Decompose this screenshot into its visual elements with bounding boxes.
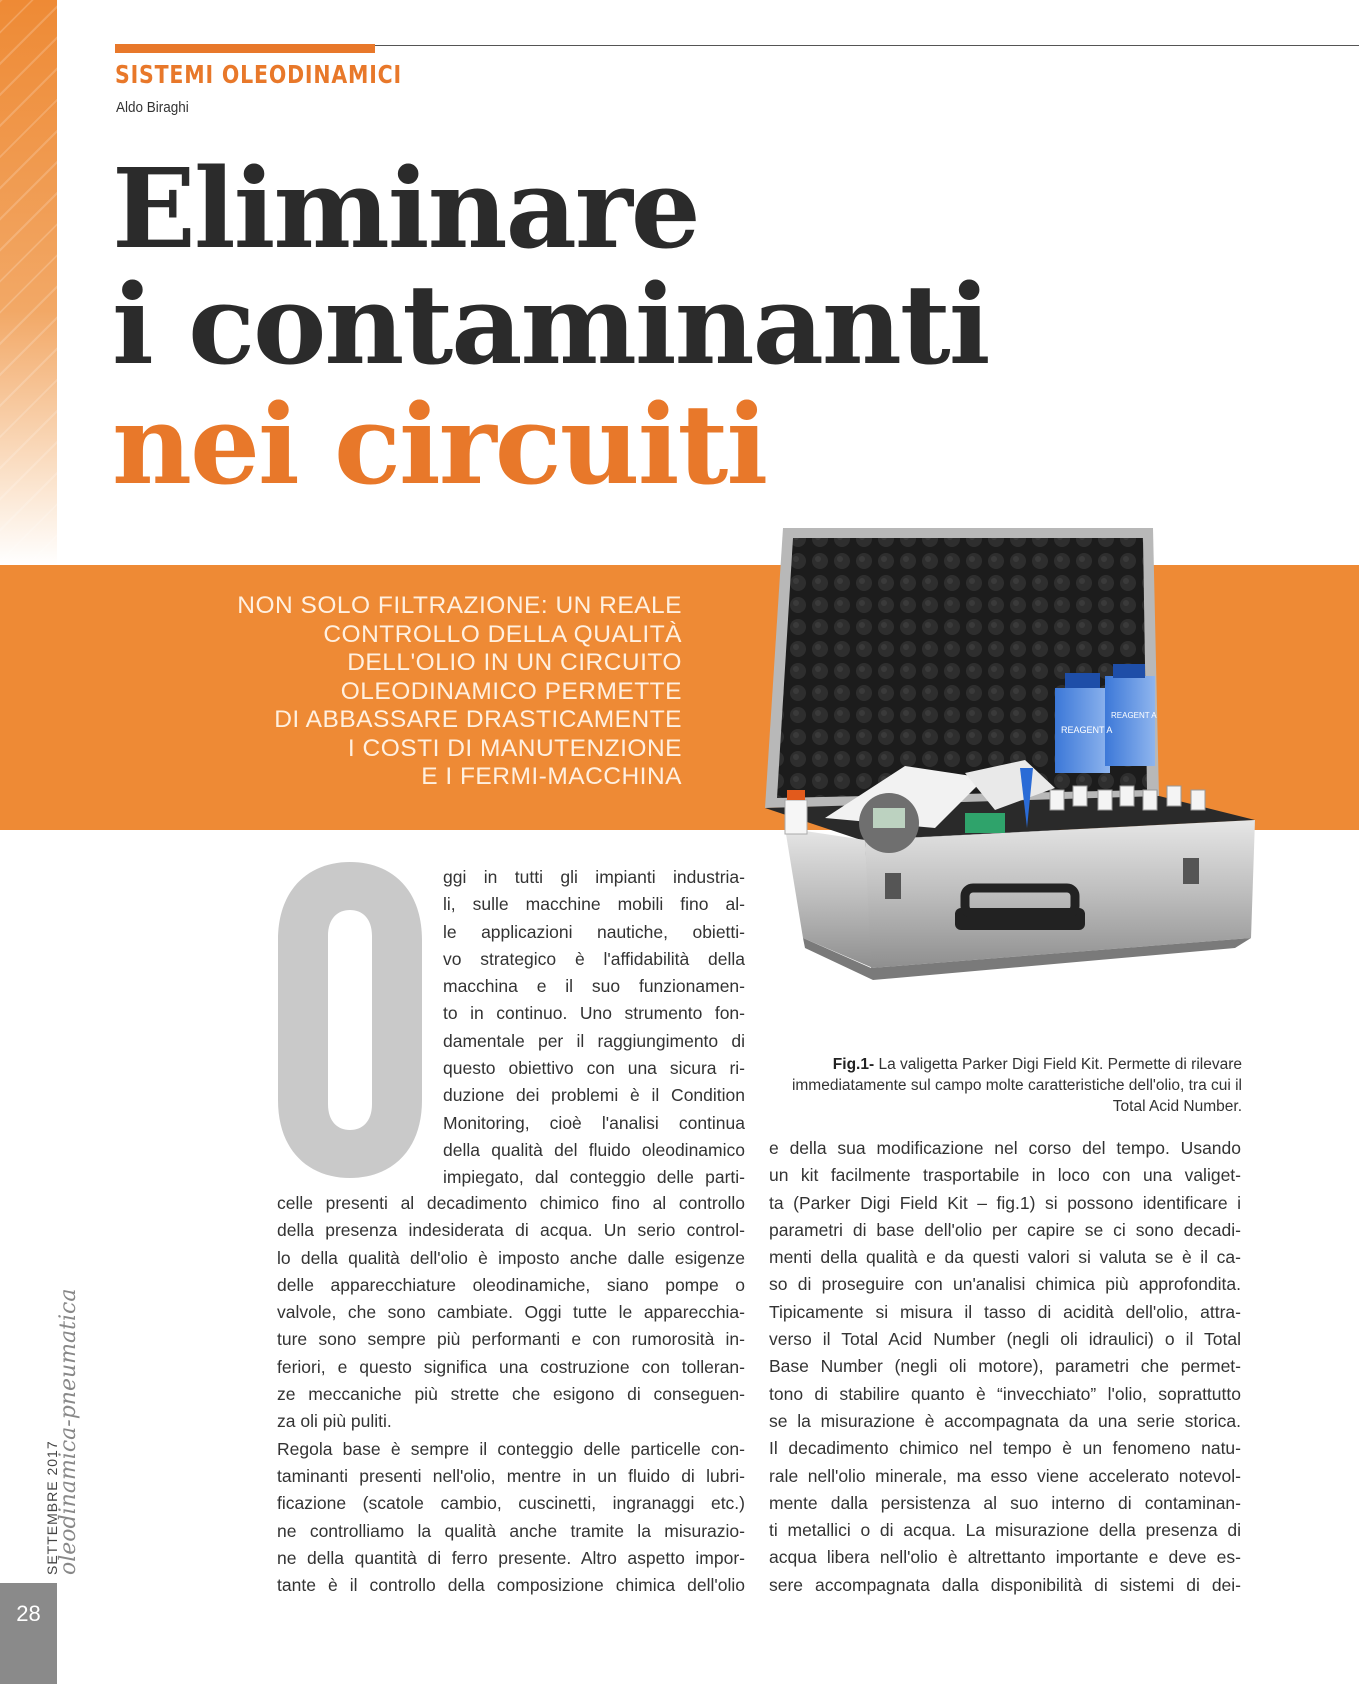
body-line: mente dalla persistenza al suo interno di contaminan-: [769, 1492, 1241, 1513]
body-line: tono di stabilire quanto è “invecchiato” l'olio, soprattutto: [769, 1383, 1241, 1404]
body-line: tante è il controllo della composizione chimica dell'olio: [277, 1575, 745, 1596]
subhead-line: NON SOLO FILTRAZIONE: UN REALE: [237, 592, 682, 619]
drop-cap-letter: O: [350, 1030, 351, 1031]
subhead-line: OLEODINAMICO PERMETTE: [340, 677, 682, 705]
body-line: Regola base è sempre il conteggio delle particelle con-: [277, 1438, 745, 1459]
body-line: parametri di base dell'olio per capire se ci sono decadi-: [769, 1219, 1241, 1240]
title-line-2: i contaminanti: [112, 260, 989, 389]
body-line: le applicazioni nautiche, obietti-: [443, 921, 745, 942]
page-number: 28: [16, 1601, 41, 1626]
body-line: li, sulle macchine mobili fino al-: [443, 894, 745, 915]
body-line: della qualità del fluido oleodinamico: [443, 1139, 745, 1160]
body-line: della presenza indesiderata di acqua. Un serio control-: [277, 1220, 745, 1241]
section-accent-bar: [115, 44, 375, 53]
body-line: delle apparecchiature oleodinamiche, siano pompe o: [277, 1274, 745, 1295]
body-line: taminanti presenti nell'olio, mentre in un fluido di lubri-: [277, 1465, 745, 1486]
section-label: SISTEMI OLEODINAMICI: [115, 60, 402, 89]
subhead-line: E I FERMI-MACCHINA: [421, 763, 682, 790]
body-line: acqua libera nell'olio è altrettanto importante e deve es-: [769, 1547, 1241, 1568]
kit-case-illustration: [765, 528, 1311, 1028]
strip-pattern: [0, 0, 57, 565]
body-line: celle presenti al decadimento chimico fino al controllo: [277, 1193, 745, 1213]
reagent-label-1: REAGENT A: [1061, 725, 1113, 735]
caption-label: Fig.1-: [832, 1056, 875, 1073]
body-line: Monitoring, cioè l'analisi continua: [443, 1112, 745, 1133]
caption-text: La valigetta Parker Digi Field Kit. Permette di rilevare immediatamente sul campo molte caratteristiche dell'olio, tra cui il Total Acid Number.: [791, 1056, 1242, 1115]
subhead-line: DELL'OLIO IN UN CIRCUITO: [347, 649, 682, 676]
magazine-name: oleodinamica-pneumatica: [56, 1288, 81, 1575]
body-line: vo strategico è l'affidabilità della: [443, 948, 745, 969]
subhead-line: I COSTI DI MANUTENZIONE: [347, 734, 682, 762]
body-line: feriori, e questo significa una costruzione con tolleran-: [277, 1356, 745, 1377]
body-line: verso il Total Acid Number (negli oli idraulici) o il Total: [769, 1329, 1241, 1350]
subhead-line: DI ABBASSARE DRASTICAMENTE: [274, 706, 682, 733]
body-line: Tipicamente si misura il tasso di acidità dell'olio, attra-: [769, 1301, 1241, 1322]
body-line: valvole, che sono cambiate. Oggi tutte le apparecchia-: [277, 1302, 745, 1323]
title-line-1: Eliminare: [112, 144, 699, 273]
title-line-3: nei circuiti: [112, 380, 767, 509]
issue-date: SETTEMBRE 2017: [44, 1440, 60, 1575]
body-column-2: [769, 1135, 1241, 1599]
drop-cap: [270, 860, 430, 1180]
subhead-line: CONTROLLO DELLA QUALITÀ: [323, 620, 682, 648]
body-line: ti metallici o di acqua. La misurazione della presenza di: [769, 1520, 1241, 1541]
body-line: lo della qualità dell'olio è imposto anche dalle esigenze: [277, 1247, 745, 1268]
body-line: menti della qualità e da questi valori si valuta se è il ca-: [769, 1247, 1241, 1268]
body-line: ficazione (scatole cambio, cuscinetti, ingranaggi etc.): [277, 1493, 745, 1514]
body-line: impiegato, dal conteggio delle parti-: [443, 1167, 745, 1188]
body-line: Base Number (negli oli motore), parametri che permet-: [769, 1356, 1241, 1377]
body-line: macchina e il suo funzionamen-: [443, 976, 745, 997]
drop-cap-glyph: [270, 860, 430, 1180]
body-line: rale nell'olio minerale, ma esso viene accelerato notevol-: [769, 1465, 1241, 1486]
body-line: ggi in tutti gli impianti industria-: [443, 867, 745, 887]
body-line: ze meccaniche più strette che esigono di conseguen-: [277, 1384, 745, 1405]
body-line: duzione dei problemi è il Condition: [443, 1085, 745, 1106]
body-line: to in continuo. Uno strumento fon-: [443, 1003, 745, 1024]
body-column-1-top: [443, 864, 745, 1192]
body-line: se la misurazione è accompagnata da una serie storica.: [769, 1410, 1241, 1431]
kit-photo: [765, 528, 1311, 1028]
body-line: questo obiettivo con una sicura ri-: [443, 1058, 745, 1079]
page-number-box: [0, 1583, 57, 1684]
reagent-label-2: REAGENT A: [1111, 711, 1157, 720]
body-column-1-bottom: [277, 1190, 745, 1599]
body-line: damentale per il raggiungimento di: [443, 1030, 745, 1051]
body-line: ta (Parker Digi Field Kit – fig.1) si possono identificare i: [769, 1192, 1241, 1213]
body-line: so di proseguire con un'analisi chimica più approfondita.: [769, 1274, 1241, 1295]
left-decorative-strip: [0, 0, 57, 565]
body-line: za oli più puliti.: [277, 1411, 392, 1432]
body-line: un kit facilmente trasportabile in loco con una valiget-: [769, 1165, 1241, 1186]
figure-caption: [780, 1054, 1242, 1117]
body-line: e della sua modificazione nel corso del tempo. Usando: [769, 1138, 1241, 1158]
body-line: ne controlliamo la qualità anche tramite la misurazio-: [277, 1520, 745, 1541]
body-line: ture sono sempre più performanti e con rumorosità in-: [277, 1329, 745, 1350]
body-line: Il decadimento chimico nel tempo è un fenomeno natu-: [769, 1438, 1241, 1459]
body-line: sere accompagnata dalla disponibilità di sistemi di dei-: [769, 1574, 1241, 1595]
author-name: Aldo Biraghi: [116, 99, 189, 116]
subheadline: [140, 592, 682, 792]
body-line: ne della quantità di ferro presente. Altro aspetto impor-: [277, 1547, 745, 1568]
